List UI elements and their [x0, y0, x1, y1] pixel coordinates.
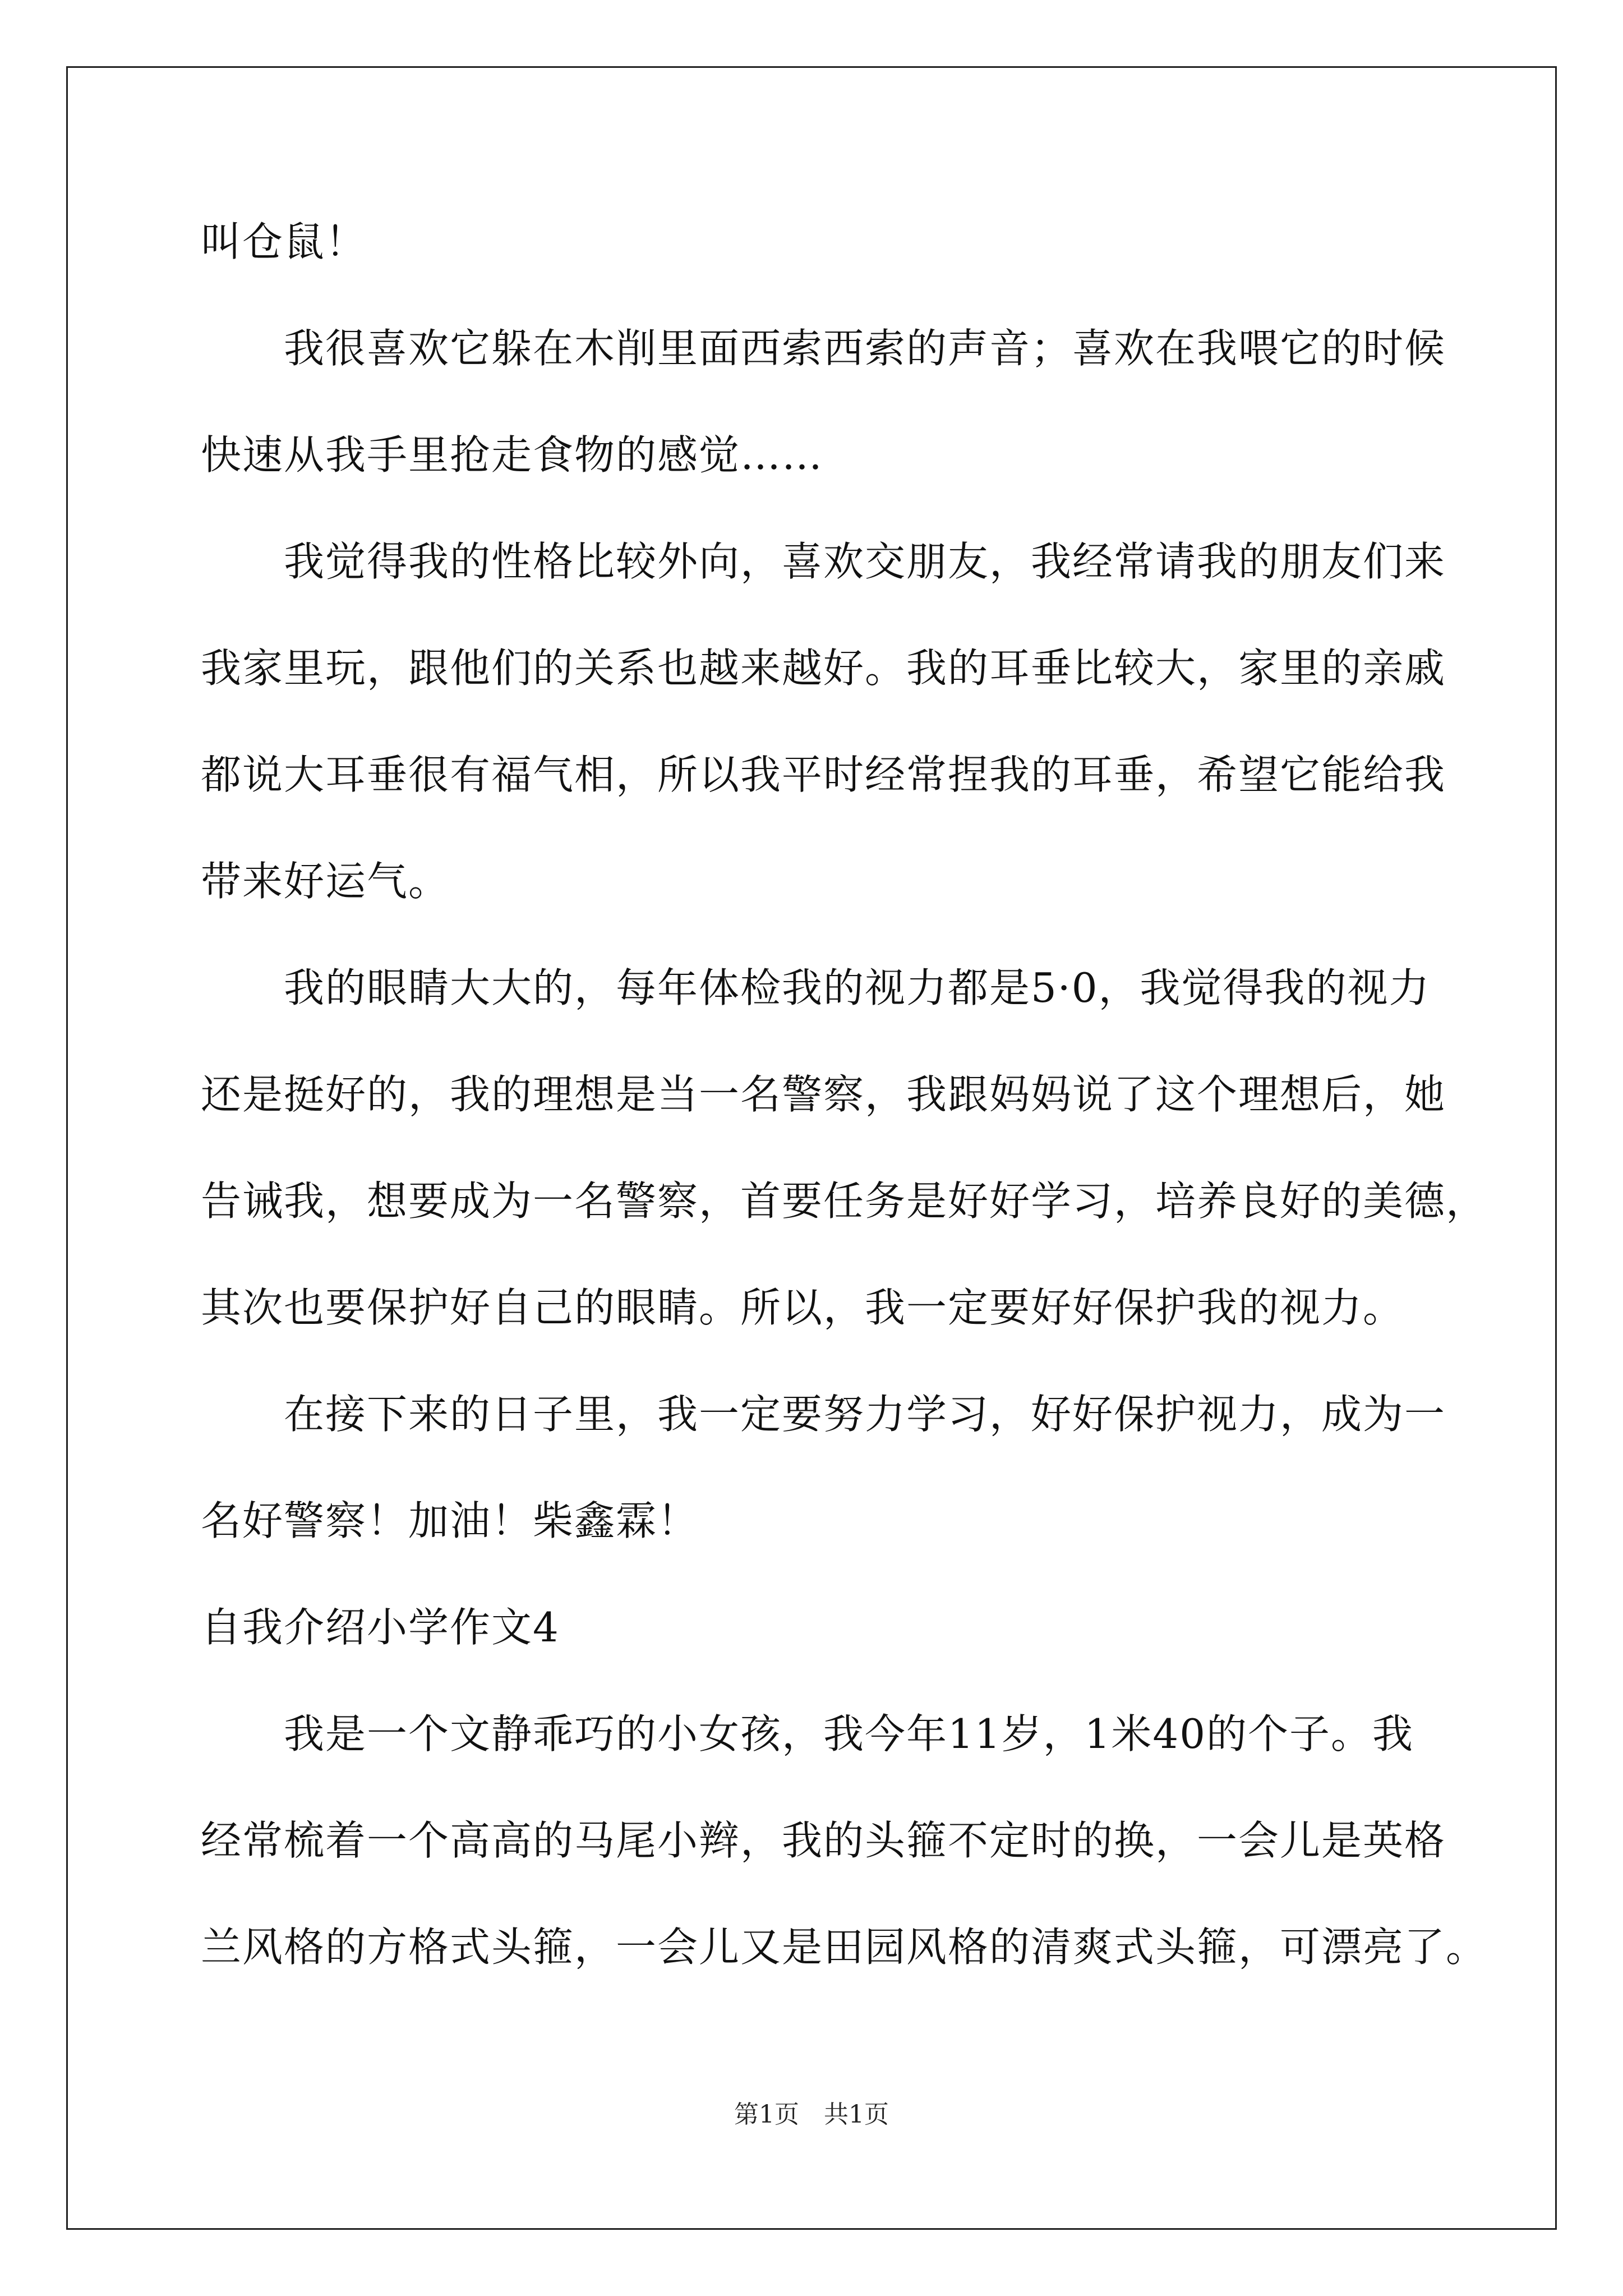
text-line: 我是一个文静乖巧的小女孩，我今年11岁，1米40的个子。我 — [284, 1710, 1414, 1757]
text-line: 兰风格的方格式头箍，一会儿又是田园风格的清爽式头箍，可漂亮了。 — [201, 1924, 1488, 1971]
document-body — [201, 215, 1488, 1974]
section-heading: 自我介绍小学作文4 — [201, 1604, 560, 1651]
text-line: 经常梳着一个高高的马尾小辫，我的头箍不定时的换，一会儿是英格 — [201, 1817, 1446, 1864]
text-line: 我觉得我的性格比较外向，喜欢交朋友，我经常请我的朋友们来 — [284, 538, 1446, 585]
text-line: 我的眼睛大大的，每年体检我的视力都是5·0，我觉得我的视力 — [284, 964, 1431, 1011]
text-line: 都说大耳垂很有福气相，所以我平时经常捏我的耳垂，希望它能给我 — [201, 751, 1446, 798]
text-line: 我家里玩，跟他们的关系也越来越好。我的耳垂比较大，家里的亲戚 — [201, 645, 1446, 692]
page-number: 第1页 共1页 — [734, 2100, 889, 2129]
text-line: 其次也要保护好自己的眼睛。所以，我一定要好好保护我的视力。 — [201, 1284, 1405, 1331]
text-line: 带来好运气。 — [201, 858, 450, 905]
text-line: 快速从我手里抢走食物的感觉…… — [201, 431, 824, 478]
text-line: 告诫我，想要成为一名警察，首要任务是好好学习，培养良好的美德， — [201, 1177, 1488, 1225]
text-line: 还是挺好的，我的理想是当一名警察，我跟妈妈说了这个理想后，她 — [201, 1071, 1446, 1118]
text-line: 我很喜欢它躲在木削里面西索西索的声音；喜欢在我喂它的时候 — [284, 325, 1446, 372]
text-line: 在接下来的日子里，我一定要努力学习，好好保护视力，成为一 — [284, 1391, 1446, 1438]
text-line: 叫仓鼠！ — [201, 218, 367, 265]
text-line: 名好警察！加油！柴鑫霖！ — [201, 1497, 699, 1544]
